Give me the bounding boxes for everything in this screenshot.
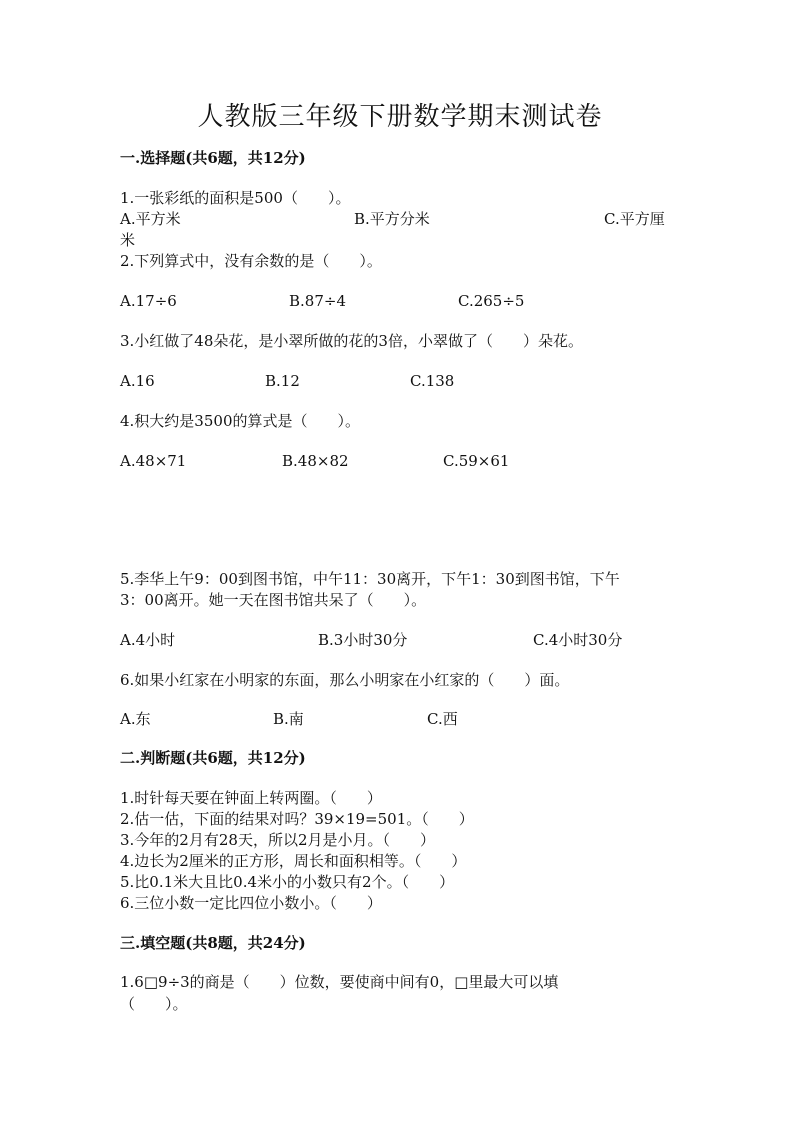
option-b: B.48×82	[282, 452, 349, 470]
question-text: 6.如果小红家在小明家的东面，那么小明家在小红家的（ ）面。	[120, 671, 570, 689]
question-text: 4.积大约是3500的算式是（ ）。	[120, 412, 360, 430]
option-c: C.59×61	[443, 452, 510, 470]
question-text: 2.下列算式中，没有余数的是（ ）。	[120, 252, 382, 270]
judgement-item: 4.边长为2厘米的正方形，周长和面积相等。（ ）	[120, 852, 467, 870]
fill-question-text: 1.6□9÷3的商是（ ）位数，要使商中间有0，□里最大可以填	[120, 973, 559, 991]
option-a: A.17÷6	[120, 292, 177, 310]
option-b: B.南	[273, 710, 304, 728]
option-c: C.西	[427, 710, 458, 728]
option-b: B.87÷4	[289, 292, 346, 310]
option-b: B.平方分米	[354, 210, 430, 228]
judgement-item: 5.比0.1米大且比0.4米小的小数只有2个。（ ）	[120, 873, 455, 891]
option-a: A.4小时	[120, 631, 176, 649]
section-heading-judgement: 二.判断题(共6题，共12分)	[120, 749, 306, 767]
judgement-item: 3.今年的2月有28天，所以2月是小月。（ ）	[120, 831, 435, 849]
option-c-continued: 米	[120, 231, 136, 249]
option-c: C.138	[410, 372, 455, 390]
section-heading-choice: 一.选择题(共6题，共12分)	[120, 149, 306, 167]
option-c: C.265÷5	[458, 292, 525, 310]
section-heading-fill: 三.填空题(共8题，共24分)	[120, 934, 306, 952]
option-c: C.平方厘	[604, 210, 665, 228]
judgement-item: 6.三位小数一定比四位小数小。（ ）	[120, 894, 382, 912]
judgement-item: 2.估一估，下面的结果对吗？39×19=501。（ ）	[120, 810, 474, 828]
option-c: C.4小时30分	[533, 631, 623, 649]
option-b: B.3小时30分	[318, 631, 408, 649]
judgement-item: 1.时针每天要在钟面上转两圈。（ ）	[120, 789, 382, 807]
option-b: B.12	[265, 372, 300, 390]
option-a: A.16	[120, 372, 155, 390]
page-title: 人教版三年级下册数学期末测试卷	[197, 102, 603, 132]
fill-question-text-continued: （ ）。	[120, 995, 188, 1013]
question-text-continued: 3：00离开。她一天在图书馆共呆了（ ）。	[120, 591, 427, 609]
option-a: A.东	[120, 710, 151, 728]
option-a: A.平方米	[120, 210, 181, 228]
question-text: 1.一张彩纸的面积是500（ ）。	[120, 189, 351, 207]
question-text: 5.李华上午9：00到图书馆，中午11：30离开，下午1：30到图书馆，下午	[120, 570, 620, 588]
option-a: A.48×71	[120, 452, 187, 470]
question-text: 3.小红做了48朵花，是小翠所做的花的3倍，小翠做了（ ）朵花。	[120, 332, 583, 350]
